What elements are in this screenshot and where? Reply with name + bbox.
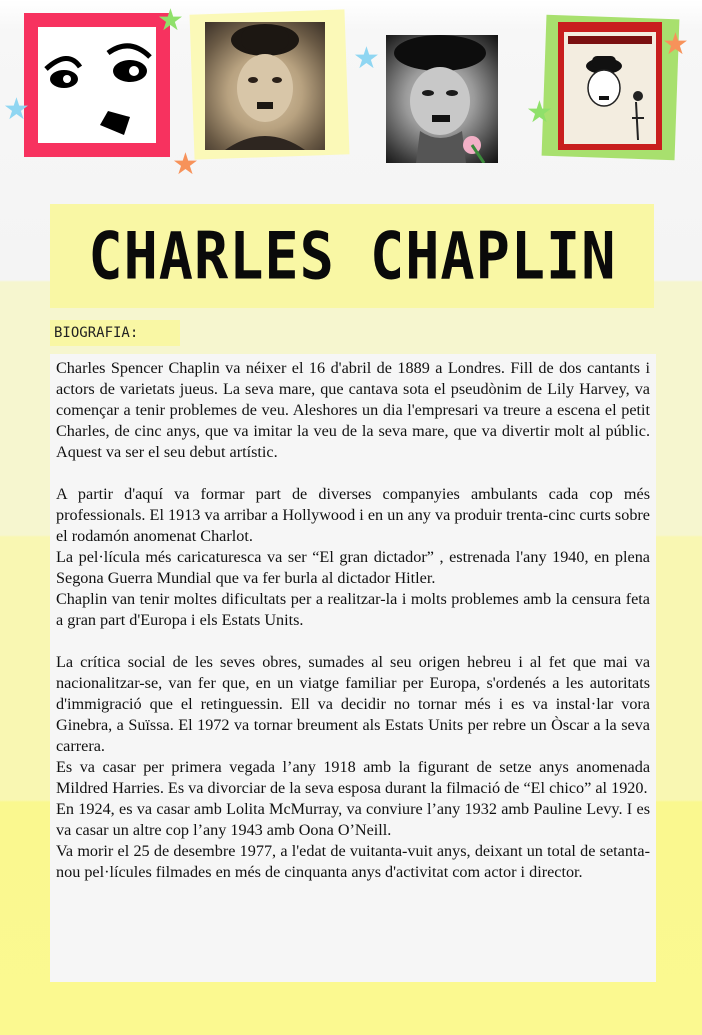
chaplin-poster-image: [558, 22, 662, 150]
star-decoration-icon: ★: [353, 42, 380, 75]
page-title: CHARLES CHAPLIN: [87, 217, 617, 295]
biography-paragraph: Charles Spencer Chaplin va néixer el 16 d'abril de 1889 a Londres. Fill de dos cantants i actors de varietats jueus. La seva mare, que cantava sota el pseudònim de Lily Harvey, va començar a tenir problemes de veu. Aleshores un dia l'empresari va treure a escena el petit Charles, de cinc anys, que va imitar la veu de la seva mare, que va divertir molt al públic. Aquest va ser el seu debut artístic.: [56, 359, 650, 461]
chaplin-flower-photo: [386, 35, 498, 163]
biography-text-box: [50, 354, 656, 982]
star-decoration-icon: ★: [526, 96, 553, 129]
section-label: BIOGRAFIA:: [50, 320, 180, 346]
star-decoration-icon: ★: [157, 4, 184, 37]
star-decoration-icon: ★: [3, 93, 30, 126]
chaplin-face-drawing: [24, 13, 170, 157]
biography-paragraph: La crítica social de les seves obres, sumades al seu origen hebreu i al fet que mai va nacionalitzar-se, van fer que, en un viatge familiar per Europa, s'ordenés a les autoritats d'immigració que el retinguessin. Ell va decidir no tornar més i es va instal·lar vora Ginebra, a Suïssa. El 1972 va tornar breument als Estats Units per rebre un Òscar a la seva carrera. Es va casar per primera vegada l’any 1918 amb la figurant de setze anys anomenada Mildred Harries. Es va divorciar de la seva esposa durant la filmació de “El chico” al 1920. En 1924, es va casar amb Lolita McMurray, va conviure l’any 1932 amb Pauline Levy. I es va casar un altre cop l’any 1943 amb Oona O’Neill. Va morir el 25 de desembre 1977, a l'edat de vuitanta-vuit anys, deixant un total de setanta-nou pel·lícules filmades en més de cinquanta anys d'activitat com actor i director.: [56, 653, 650, 881]
face-sketch-icon: [38, 27, 156, 143]
biography-paragraph: A partir d'aquí va formar part de diverses companyies ambulants cada cop més professionals. El 1913 va arribar a Hollywood i en un any va produir trenta-cinc curts sobre el rodamón anomenat Charlot. La pel·lícula més caricaturesca va ser “El gran dictador” , estrenada l'any 1940, en plena Segona Guerra Mundial que va fer burla al dictador Hitler. Chaplin van tenir moltes dificultats per a realitzar-la i molts problemes amb la censura feta a gran part d'Europa i els Estats Units.: [56, 485, 650, 629]
star-decoration-icon: ★: [662, 28, 689, 61]
chaplin-portrait-photo: [205, 22, 325, 150]
star-decoration-icon: ★: [172, 148, 199, 181]
title-banner: [50, 204, 654, 308]
